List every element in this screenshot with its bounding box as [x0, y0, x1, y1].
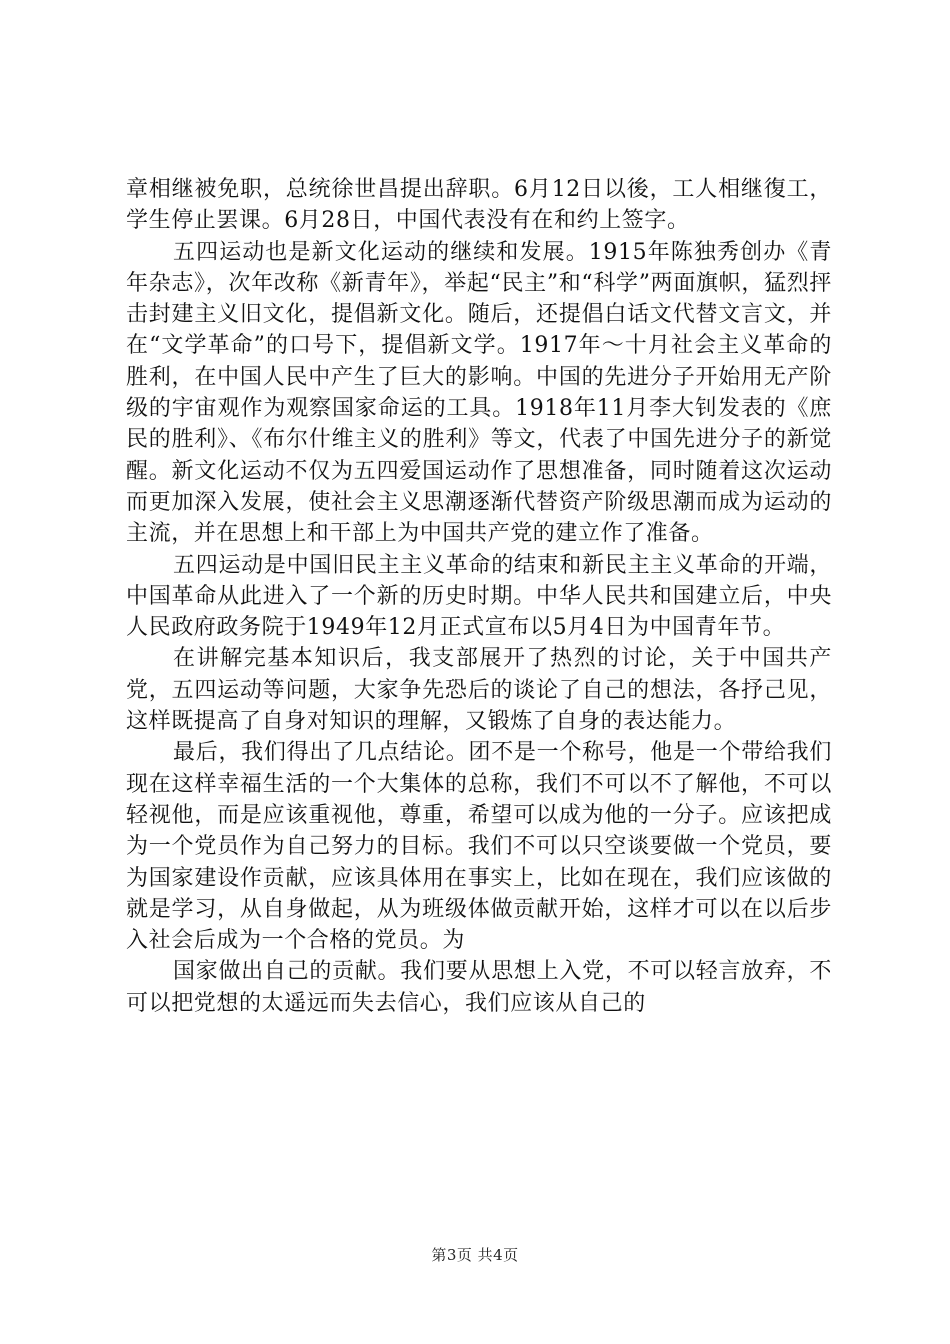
- paragraph-continuation: 章相继被免职，总统徐世昌提出辞职。6月12日以後，工人相继復工，学生停止罢课。6月28日，中国代表没有在和约上签字。: [126, 177, 832, 234]
- paragraph-discussion: 在讲解完基本知识后，我支部展开了热烈的讨论，关于中国共产党，五四运动等问题，大家争先恐后的谈论了自己的想法，各抒己见，这样既提高了自身对知识的理解，又锻炼了自身的表达能力。: [126, 646, 832, 735]
- paragraph-conclusions: 最后，我们得出了几点结论。团不是一个称号，他是一个带给我们现在这样幸福生活的一个大集体的总称，我们不可以不了解他，不可以轻视他，而是应该重视他，尊重，希望可以成为他的一分子。应该把成为一个党员作为自己努力的目标。我们不可以只空谈要做一个党员，要为国家建设作贡献，应该具体用在事实上，比如在现在，我们应该做的就是学习，从自身做起，从为班级体做贡献开始，这样才可以在以后步入社会后成为一个合格的党员。为: [126, 740, 832, 954]
- document-body: [126, 174, 832, 1019]
- paragraph-new-culture-movement: 五四运动也是新文化运动的继续和发展。1915年陈独秀创办《青年杂志》，次年改称《新青年》，举起“民主”和“科学”两面旗帜，猛烈抨击封建主义旧文化，提倡新文化。随后，还提倡白话文代替文言文，并在“文学革命”的口号下，提倡新文学。1917年～十月社会主义革命的胜利，在中国人民中产生了巨大的影响。中国的先进分子开始用无产阶级的宇宙观作为观察国家命运的工具。1918年11月李大钊发表的《庶民的胜利》、《布尔什维主义的胜利》等文，代表了中国先进分子的新觉醒。新文化运动不仅为五四爱国运动作了思想准备，同时随着这次运动而更加深入发展，使社会主义思潮逐渐代替资产阶级思潮而成为运动的主流，并在思想上和干部上为中国共产党的建立作了准备。: [126, 239, 832, 547]
- paragraph-historical-significance: 五四运动是中国旧民主主义革命的结束和新民主主义革命的开端，中国革命从此进入了一个新的历史时期。中华人民共和国建立后，中央人民政府政务院于1949年12月正式宣布以5月4日为中国青年节。: [126, 552, 832, 641]
- paragraph-contribution: 国家做出自己的贡献。我们要从思想上入党，不可以轻言放弃，不可以把党想的太遥远而失去信心，我们应该从自己的: [126, 959, 832, 1016]
- page-number-footer: 第3页 共4页: [431, 1246, 519, 1264]
